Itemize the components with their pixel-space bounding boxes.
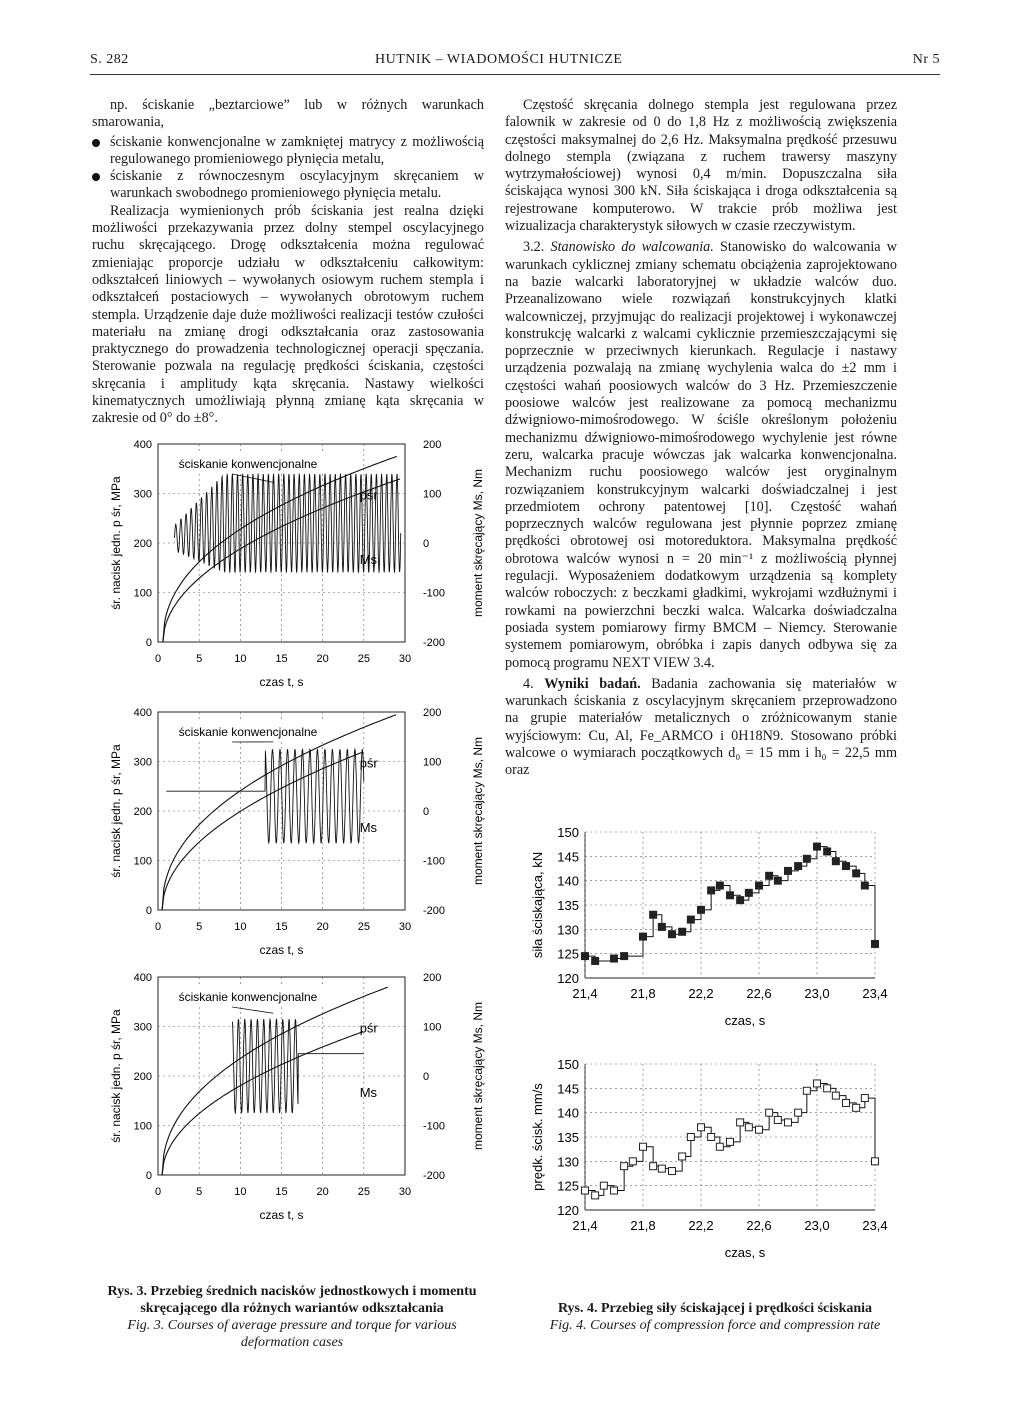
data-point: [737, 1119, 744, 1126]
series-label-pressure: pśr: [359, 1020, 378, 1036]
data-point: [872, 940, 879, 947]
x-axis-label: czas t, s: [259, 943, 304, 957]
data-point: [737, 897, 744, 904]
y-tick-label: 200: [133, 806, 152, 818]
data-point: [861, 882, 868, 889]
y2-tick-label: -200: [423, 905, 446, 917]
x-axis-label: czas, s: [724, 1245, 766, 1260]
y-tick-label: 0: [145, 637, 152, 649]
x-tick-label: 22,2: [688, 986, 714, 1001]
section-paragraph: [505, 676, 897, 780]
data-point: [698, 906, 705, 913]
series-label-torque: Ms: [359, 551, 378, 567]
x-tick-label: 5: [196, 653, 203, 665]
x-tick-label: 30: [398, 653, 412, 665]
y2-tick-label: -200: [423, 1170, 446, 1182]
y-tick-label: 0: [145, 1170, 152, 1182]
x-tick-label: 15: [275, 921, 288, 933]
y-tick-label: 140: [557, 873, 579, 889]
section-paragraph: [505, 239, 897, 671]
data-point: [727, 892, 734, 899]
data-point: [716, 882, 723, 889]
data-point: [708, 1134, 715, 1141]
x-tick-label: 10: [234, 1186, 247, 1198]
y-axis-label: siła ściskająca, kN: [530, 851, 545, 959]
y2-tick-label: 200: [423, 972, 442, 984]
x-tick-label: 21,4: [572, 1218, 598, 1233]
y2-tick-label: 100: [423, 756, 442, 769]
list-item-text: ściskanie z równoczesnym oscylacyjnym skręcaniem w warunkach swobodnego promieniowego płynięcia metalu.: [110, 168, 484, 202]
y2-tick-label: -100: [423, 1120, 446, 1133]
data-point: [853, 870, 860, 877]
data-point: [716, 1143, 723, 1150]
paragraph: Częstość skręcania dolnego stempla jest regulowana przez falownik w zakresie od 0 do 1,8 Hz z możliwością zwiększenia częstości maksymalnej do 2,6 Hz. Maksymalna prędkość przesuwu dolnego stempla (związana z ruchem trawersy maszyny wytrzymałościowej) wynosi 0,4 m/min. Dopuszczalna siła ściskająca wynosi 300 kN. Siła ściskająca i droga odkształcenia są rejestrowane komputerowo. W trakcie prób możliwa jest wizualizacja charakterystyk siłowych w czasie rzeczywistym.: [505, 97, 897, 235]
data-point: [814, 843, 821, 850]
y-tick-label: 135: [557, 1130, 579, 1145]
x-tick-label: 23,4: [862, 1218, 888, 1233]
caption-english: Fig. 4. Courses of compression force and compression rate: [549, 1318, 881, 1333]
data-point: [669, 931, 676, 938]
paragraph: np. ściskanie „beztarciowe” lub w różnych warunkach smarowania,: [92, 97, 484, 131]
x-tick-label: 23,0: [804, 1218, 830, 1233]
plot-frame: [158, 712, 405, 910]
x-tick-label: 21,4: [572, 986, 598, 1001]
y2-tick-label: 200: [423, 439, 442, 451]
y-tick-label: 400: [133, 439, 152, 451]
x-tick-label: 21,8: [630, 1218, 656, 1233]
data-point: [774, 877, 781, 884]
x-tick-label: 15: [275, 1186, 288, 1198]
paragraph: Realizacja wymienionych prób ściskania jest realna dzięki możliwości przekazywania przez dolny stempel oscylacyjnego ruchu skręcającego. Drogę odkształcenia można regulować zmieniając proporcje udziału w odkształceniu całkowitym: odkształceń liniowych – wywołanych osiowym ruchem stempla i odkształceń postaciowych – wywołanych obrotowym ruchem stempla. Urządzenie daje duże możliwości realizacji testów czułości materiału na zmianę drogi odkształcania oraz zastosowania praktycznego do prowadzenia technologicznej operacji spęczania. Sterowanie pozwala na regulację prędkości ściskania, częstości skręcania i amplitudy kąta skręcania. Nastawy wielkości kinematycznych umożliwiają płynną zmianę kąta skręcania w zakresie od 0° do ±8°.: [92, 202, 484, 427]
y-tick-label: 120: [557, 971, 579, 986]
left-column-text: [92, 97, 484, 430]
data-point: [814, 1080, 821, 1087]
y-tick-label: 100: [133, 587, 152, 600]
y-tick-label: 300: [133, 488, 152, 501]
series-line: [585, 847, 875, 961]
chart-pressure-torque-3: [100, 965, 500, 1233]
data-point: [756, 1126, 763, 1133]
chart-pressure-torque-2: [100, 700, 500, 962]
y-tick-label: 100: [133, 855, 152, 868]
data-point: [853, 1104, 860, 1111]
chart-compression-rate: [520, 1050, 900, 1265]
y-tick-label: 400: [133, 972, 152, 984]
chart-pressure-torque-1: [100, 432, 500, 694]
x-tick-label: 10: [234, 653, 247, 665]
x-tick-label: 0: [154, 921, 162, 933]
data-point: [679, 928, 686, 935]
section-number: 4.: [523, 675, 534, 692]
x-tick-label: 30: [398, 1186, 412, 1198]
data-point: [669, 1168, 676, 1175]
conventional-compression-curve: [162, 715, 396, 910]
y2-tick-label: 200: [423, 707, 442, 719]
right-column-text: [505, 97, 897, 782]
chart-compression-force: [520, 818, 900, 1033]
section-number: 3.2.: [523, 239, 545, 256]
data-point: [708, 887, 715, 894]
data-point: [803, 1087, 810, 1094]
data-point: [795, 1109, 802, 1116]
data-point: [795, 863, 802, 870]
y-tick-label: 140: [557, 1105, 579, 1121]
x-tick-label: 10: [234, 921, 247, 933]
x-tick-label: 22,6: [746, 1218, 772, 1233]
data-point: [745, 1124, 752, 1131]
journal-title: HUTNIK – WIADOMOŚCI HUTNICZE: [375, 52, 623, 67]
figure-4-caption: [520, 1300, 910, 1334]
list-item-text: ściskanie konwencjonalne w zamkniętej matrycy z możliwością regulowanego promieniowego płynięcia metalu,: [110, 133, 484, 167]
y2-tick-label: -100: [423, 587, 446, 600]
list-item: [92, 134, 484, 169]
y-tick-label: 120: [557, 1203, 579, 1218]
series-label-torque: Ms: [359, 1084, 378, 1100]
y-tick-label: 400: [133, 707, 152, 719]
x-tick-label: 22,6: [746, 986, 772, 1001]
x-axis-label: czas, s: [724, 1013, 766, 1028]
page-number: S. 282: [90, 52, 129, 67]
plot-frame: [158, 977, 405, 1175]
x-axis-label: czas t, s: [259, 675, 304, 689]
data-point: [658, 1165, 665, 1172]
x-tick-label: 25: [357, 1186, 370, 1198]
y-tick-label: 130: [557, 1154, 579, 1170]
y-tick-label: 145: [557, 1081, 579, 1097]
y-tick-label: 300: [133, 756, 152, 769]
paragraph-text: Badania zachowania się materiałów w warunkach ściskania z oscylacyjnym skręcaniem przeprowadzono na grupie materiałów metalicznych o zróżnicowanym stanie wyjściowym: Cu, Al, Fe_ARMCO i 0H18N9. Stosowano próbki walcowe o wymiarach początkowych d₀ = 15 mm i h₀ = 22,5 mm oraz: [505, 675, 897, 779]
data-point: [824, 848, 831, 855]
annotation-label: ściskanie konwencjonalne: [178, 457, 318, 471]
data-point: [640, 933, 647, 940]
data-point: [785, 867, 792, 874]
data-point: [582, 953, 589, 960]
data-point: [687, 1134, 694, 1141]
data-point: [582, 1187, 589, 1194]
y-tick-label: 125: [557, 1178, 579, 1194]
section-title: Stanowisko do walcowania.: [550, 239, 714, 256]
y-tick-label: 130: [557, 922, 579, 938]
y2-tick-label: 0: [423, 1071, 430, 1083]
x-tick-label: 25: [357, 921, 370, 933]
caption-english: Fig. 3. Courses of average pressure and torque for various deformation cases: [127, 1318, 457, 1350]
series-torque-line: [232, 1019, 363, 1113]
x-tick-label: 20: [316, 921, 329, 933]
issue-number: Nr 5: [912, 52, 940, 67]
x-tick-label: 25: [357, 653, 370, 665]
data-point: [592, 1192, 599, 1199]
bullet-icon: [92, 173, 100, 181]
y-tick-label: 150: [557, 825, 579, 840]
data-point: [824, 1085, 831, 1092]
x-tick-label: 23,0: [804, 986, 830, 1001]
y2-tick-label: -100: [423, 855, 446, 868]
data-point: [650, 1163, 657, 1170]
data-point: [592, 957, 599, 964]
data-point: [843, 863, 850, 870]
data-point: [698, 1124, 705, 1131]
y2-axis-label: moment skręcający Ms, Nm: [471, 1001, 485, 1151]
bullet-list: [92, 134, 484, 203]
series-label-pressure: pśr: [359, 487, 378, 503]
data-point: [611, 955, 618, 962]
x-tick-label: 5: [196, 921, 203, 933]
y2-axis-label: moment skręcający Ms, Nm: [471, 468, 485, 618]
y-tick-label: 135: [557, 898, 579, 913]
y2-tick-label: 100: [423, 488, 442, 501]
data-point: [629, 1158, 636, 1165]
section-title: Wyniki badań.: [544, 675, 641, 692]
y2-tick-label: 0: [423, 806, 430, 818]
data-point: [785, 1119, 792, 1126]
data-point: [832, 858, 839, 865]
caption-polish: Rys. 3. Przebieg średnich nacisków jednostkowych i momentu skręcającego dla różnych wariantów odkształcania: [107, 1284, 477, 1316]
y2-tick-label: 100: [423, 1021, 442, 1034]
data-point: [611, 1187, 618, 1194]
data-point: [621, 1163, 628, 1170]
x-tick-label: 0: [154, 653, 162, 665]
data-point: [658, 923, 665, 930]
data-point: [756, 882, 763, 889]
x-tick-label: 15: [275, 653, 288, 665]
x-tick-label: 23,4: [862, 986, 888, 1001]
x-tick-label: 20: [316, 1186, 329, 1198]
series-pressure-line: [162, 752, 363, 910]
data-point: [872, 1158, 879, 1165]
annotation-leader: [232, 1007, 273, 1013]
caption-polish: Rys. 4. Przebieg siły ściskającej i prędkości ściskania: [557, 1301, 873, 1316]
y-tick-label: 200: [133, 538, 152, 550]
x-axis-label: czas t, s: [259, 1208, 304, 1222]
data-point: [745, 889, 752, 896]
y-tick-label: 200: [133, 1071, 152, 1083]
figure-3-caption: [92, 1283, 492, 1351]
bullet-icon: [92, 139, 100, 147]
data-point: [640, 1143, 647, 1150]
data-point: [803, 855, 810, 862]
y-tick-label: 300: [133, 1021, 152, 1034]
data-point: [766, 1109, 773, 1116]
x-tick-label: 22,2: [688, 1218, 714, 1233]
y-tick-label: 100: [133, 1120, 152, 1133]
data-point: [766, 872, 773, 879]
y2-tick-label: -200: [423, 637, 446, 649]
x-tick-label: 30: [398, 921, 412, 933]
y-tick-label: 145: [557, 849, 579, 865]
y-axis-label: śr. nacisk jedn. p śr, MPa: [109, 476, 123, 610]
y-axis-label: śr. nacisk jedn. p śr, MPa: [109, 1009, 123, 1143]
paragraph-text: Stanowisko do walcowania w warunkach cyklicznej zmiany schematu obciążenia zaprojektowano na bazie walcarki laboratoryjnej w układzie walców duo. Przeanalizowano wiele rozwiązań konstrukcyjnych klatki walcowniczej, przyjmując do realizacji projektowej i wykonawczej konstrukcję walcarki z walcami cyklicznie przemieszczającymi się poprzecznie w przeciwnych kierunkach. Regulacje i nastawy urządzenia pozwalają na zmianę wychylenia walca do ±2 mm i częstości wahań poosiowych walców do 3 Hz. Przemieszczenie poosiowe walców jest realizowane za pomocą mechanizmu dźwigniowo-mimośrodowego. W ściśle określonym położeniu mechanizmu dźwigniowo-mimośrodowego wychylenie jest równe zeru, walcarka pracuje wówczas jak walcarka konwencjonalna. Mechanizm ruchu poosiowego walców jest oryginalnym rozwiązaniem konstrukcyjnym walcarki doświadczalnej i jest przedmiotem ochrony patentowej [10]. Częstość wahań poprzecznych walców regulowana jest płynnie poprzez zmianę prędkości obrotowej osi motoreduktora. Maksymalna prędkość obrotowa walców wynosi n = 20 min⁻¹ z możliwością płynnej regulacji. Wyposażeniem dodatkowym urządzenia są komplety walców roboczych: z beczkami gładkimi, wykrojami wzdłużnymi i rowkami na powierzchni beczki walca. Walcarka doświadczalna posiada system pomiarowy firmy BMCM – Niemcy. Sterowanie systemem pomiarowym, obróbka i zapis danych odbywa się za pomocą programu NEXT VIEW 3.4.: [505, 239, 898, 671]
x-tick-label: 0: [154, 1186, 162, 1198]
y2-axis-label: moment skręcający Ms, Nm: [471, 736, 485, 886]
data-point: [832, 1092, 839, 1099]
y-tick-label: 150: [557, 1057, 579, 1072]
data-point: [727, 1138, 734, 1145]
x-tick-label: 21,8: [630, 986, 656, 1001]
y-axis-label: śr. nacisk jedn. p śr, MPa: [109, 744, 123, 878]
y2-tick-label: 0: [423, 538, 430, 550]
page-header: [90, 50, 940, 75]
data-point: [621, 953, 628, 960]
data-point: [843, 1099, 850, 1106]
x-tick-label: 5: [196, 1186, 203, 1198]
data-point: [774, 1116, 781, 1123]
data-point: [679, 1153, 686, 1160]
x-tick-label: 20: [316, 653, 329, 665]
y-tick-label: 125: [557, 946, 579, 962]
y-axis-label: prędk. ścisk. mm/s: [530, 1083, 545, 1191]
series-label-torque: Ms: [359, 819, 378, 835]
annotation-label: ściskanie konwencjonalne: [178, 725, 318, 739]
annotation-label: ściskanie konwencjonalne: [178, 990, 318, 1004]
data-point: [600, 1182, 607, 1189]
y-tick-label: 0: [145, 905, 152, 917]
series-label-pressure: pśr: [359, 755, 378, 771]
list-item: [92, 168, 484, 203]
data-point: [650, 911, 657, 918]
data-point: [861, 1095, 868, 1102]
data-point: [687, 916, 694, 923]
